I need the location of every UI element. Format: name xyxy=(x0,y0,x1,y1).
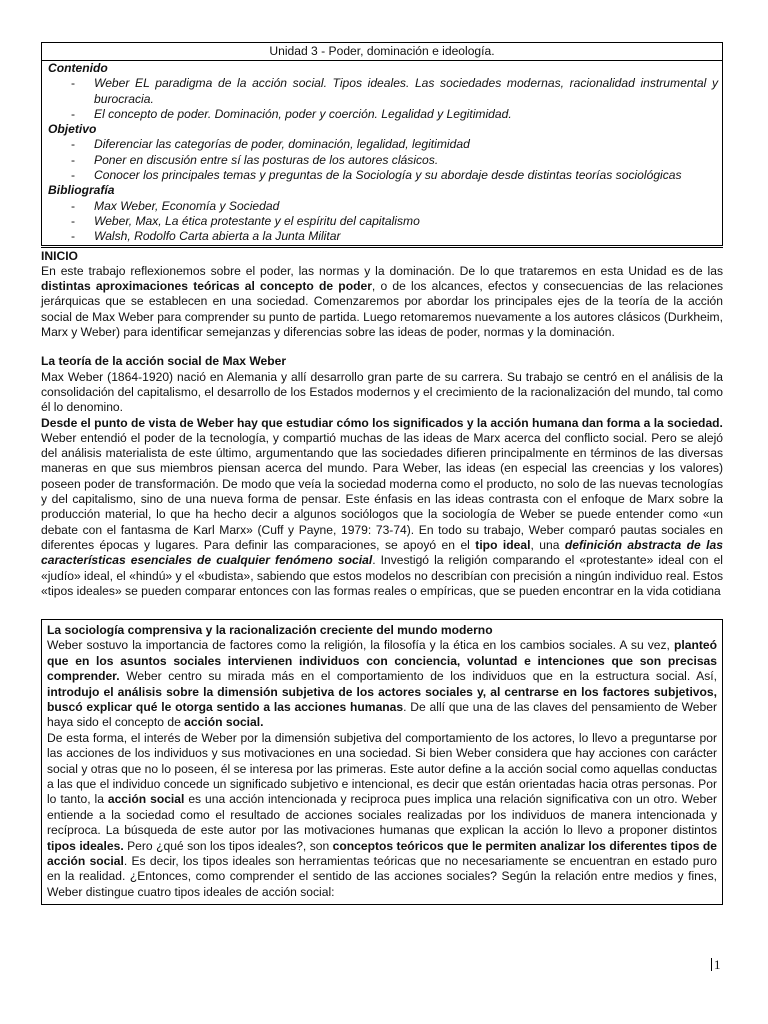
box-paragraph-1: Weber sostuvo la importancia de factores como la religión, la filosofía y la ética en los cambios sociales. A su vez, planteó que en los asuntos sociales intervienen individuos con conciencia, voluntad e intenciones que son precisas comprender. Weber centro su mirada más en el comportamiento de los individuos que en la estructura social. Así, introdujo el análisis sobre la dimensión subjetiva de los actores sociales y, al centrarse en los factores subjetivos, buscó explicar qué le otorga sentido a las acciones humanas. De allí que una de las claves del pensamiento de Weber haya sido el concepto de acción social. xyxy=(47,638,717,730)
box-title: La sociología comprensiva y la racionalización creciente del mundo moderno xyxy=(47,623,493,638)
list-item: - Diferenciar las categorías de poder, dominación, legalidad, legitimidad xyxy=(42,137,722,152)
teoria-highlight: Desde el punto de vista de Weber hay que estudiar cómo los significados y la acción humana dan forma a la sociedad. xyxy=(41,415,723,430)
inicio-paragraph: En este trabajo reflexionemos sobre el poder, las normas y la dominación. De lo que trataremos en esta Unidad es de las distintas aproximaciones teóricas al concepto de poder, o de los alcances, efectos y consecuencias de las relaciones jerárquicas que se establecen en una sociedad. Comenzaremos por abordar los principales ejes de la teoría de la acción social de Max Weber para comprender su punto de partida. Luego retomaremos nuevamente a los autores clásicos (Durkheim, Marx y Weber) para identificar semejanzas y diferencias sobre las ideas de poder, normas y la dominación. xyxy=(41,263,723,340)
list-item: - El concepto de poder. Dominación, poder y coerción. Legalidad y Legitimidad. xyxy=(42,107,722,122)
contenido-heading: Contenido xyxy=(48,61,108,75)
teoria-paragraph-2: Weber entendió el poder de la tecnología, y compartió muchas de las ideas de Marx acerca del conflicto social. Pero se alejó del análisis materialista de este último, argumentando que las sociedades difieren principalmente en términos de las diversas maneras en que sus miembros piensan acerca del mundo. Para Weber, las ideas (en especial las creencias y los valores) poseen poder de transformación. De modo que veía la sociedad moderna como el producto, no solo de las nuevas tecnologías y del capitalismo, sino de una nueva forma de pensar. Este énfasis en las ideas contrasta con el enfoque de Marx sobre la producción material, lo que ha hecho decir a algunos sociólogos que la sociología de Weber se puede entender como «un debate con el fantasma de Karl Marx» (Cuff y Payne, 1979: 73-74). En todo su trabajo, Weber comparó pautas sociales en diferentes épocas y lugares. Para definir las comparaciones, se apoyó en el tipo ideal, una definición abstracta de las características esenciales de cualquier fenómeno social. Investigó la religión comparando el «protestante» ideal con el «judío» ideal, el «hindú» y el «budista», sabiendo que estos modelos no describían con precisión a ningún individuo real. Estos «tipos ideales» se pueden comparar entonces con las formas reales o empíricas, que se pueden encontrar en la vida cotidiana xyxy=(41,430,723,598)
bibliografia-heading: Bibliografía xyxy=(48,183,115,198)
objetivo-list xyxy=(42,137,722,183)
objetivo-heading: Objetivo xyxy=(48,122,97,137)
list-item: - Poner en discusión entre sí las posturas de los autores clásicos. xyxy=(42,153,722,168)
list-item: - Weber EL paradigma de la acción social. Tipos ideales. Las sociedades modernas, racionalidad instrumental y burocracia. xyxy=(42,76,722,107)
list-item: - Weber, Max, La ética protestante y el espíritu del capitalismo xyxy=(42,214,722,229)
unit-title: Unidad 3 - Poder, dominación e ideología. xyxy=(42,43,722,61)
list-item: - Walsh, Rodolfo Carta abierta a la Junta Militar xyxy=(42,229,722,244)
inicio-heading: INICIO xyxy=(41,247,723,264)
bibliografia-list xyxy=(42,199,722,245)
section-title-teoria: La teoría de la acción social de Max Weber xyxy=(41,354,287,369)
contenido-list xyxy=(42,76,722,122)
page-number: 1 xyxy=(711,957,721,972)
unit-header-box xyxy=(41,42,723,246)
teoria-paragraph-1: Max Weber (1864-1920) nació en Alemania y allí desarrollo gran parte de su carrera. Su trabajo se centró en el análisis de la consolidación del capitalismo, el desarrollo de los Estados modernos y el crecimiento de la racionalización del mundo, tal como él lo denomino. xyxy=(41,369,723,415)
document-page xyxy=(41,42,723,905)
list-item: - Conocer los principales temas y preguntas de la Sociología y su abordaje desde distintas teorías sociológicas xyxy=(42,168,722,183)
sociologia-comprensiva-box xyxy=(41,619,723,905)
list-item: - Max Weber, Economía y Sociedad xyxy=(42,199,722,214)
box-paragraph-2: De esta forma, el interés de Weber por la dimensión subjetiva del comportamiento de los actores, lo llevo a preguntarse por las acciones de los individuos y sus motivaciones en una sociedad. Si bien Weber considera que hay acciones con carácter social y otras que no lo poseen, él se interesa por las primeras. Este autor define a la acción social como aquellas conductas a las que el individuo concede un significado subjetivo e intencional, es decir que están orientadas hacia otras personas. Por lo tanto, la acción social es una acción intencionada y reciproca pues implica una relación significativa con un otro. Weber entiende a la sociedad como el resultado de acciones sociales realizadas por los individuos de manera intencionada y recíproca. La búsqueda de este autor por las motivaciones humanas que explican la acción lo llevo a proponer distintos tipos ideales. Pero ¿qué son los tipos ideales?, son conceptos teóricos que le permiten analizar los diferentes tipos de acción social. Es decir, los tipos ideales son herramientas teóricas que no necesariamente se encuentran en estado puro en la realidad. ¿Entonces, como comprender el sentido de las acciones sociales? Según la relación entre medios y fines, Weber distingue cuatro tipos ideales de acción social: xyxy=(47,730,717,899)
